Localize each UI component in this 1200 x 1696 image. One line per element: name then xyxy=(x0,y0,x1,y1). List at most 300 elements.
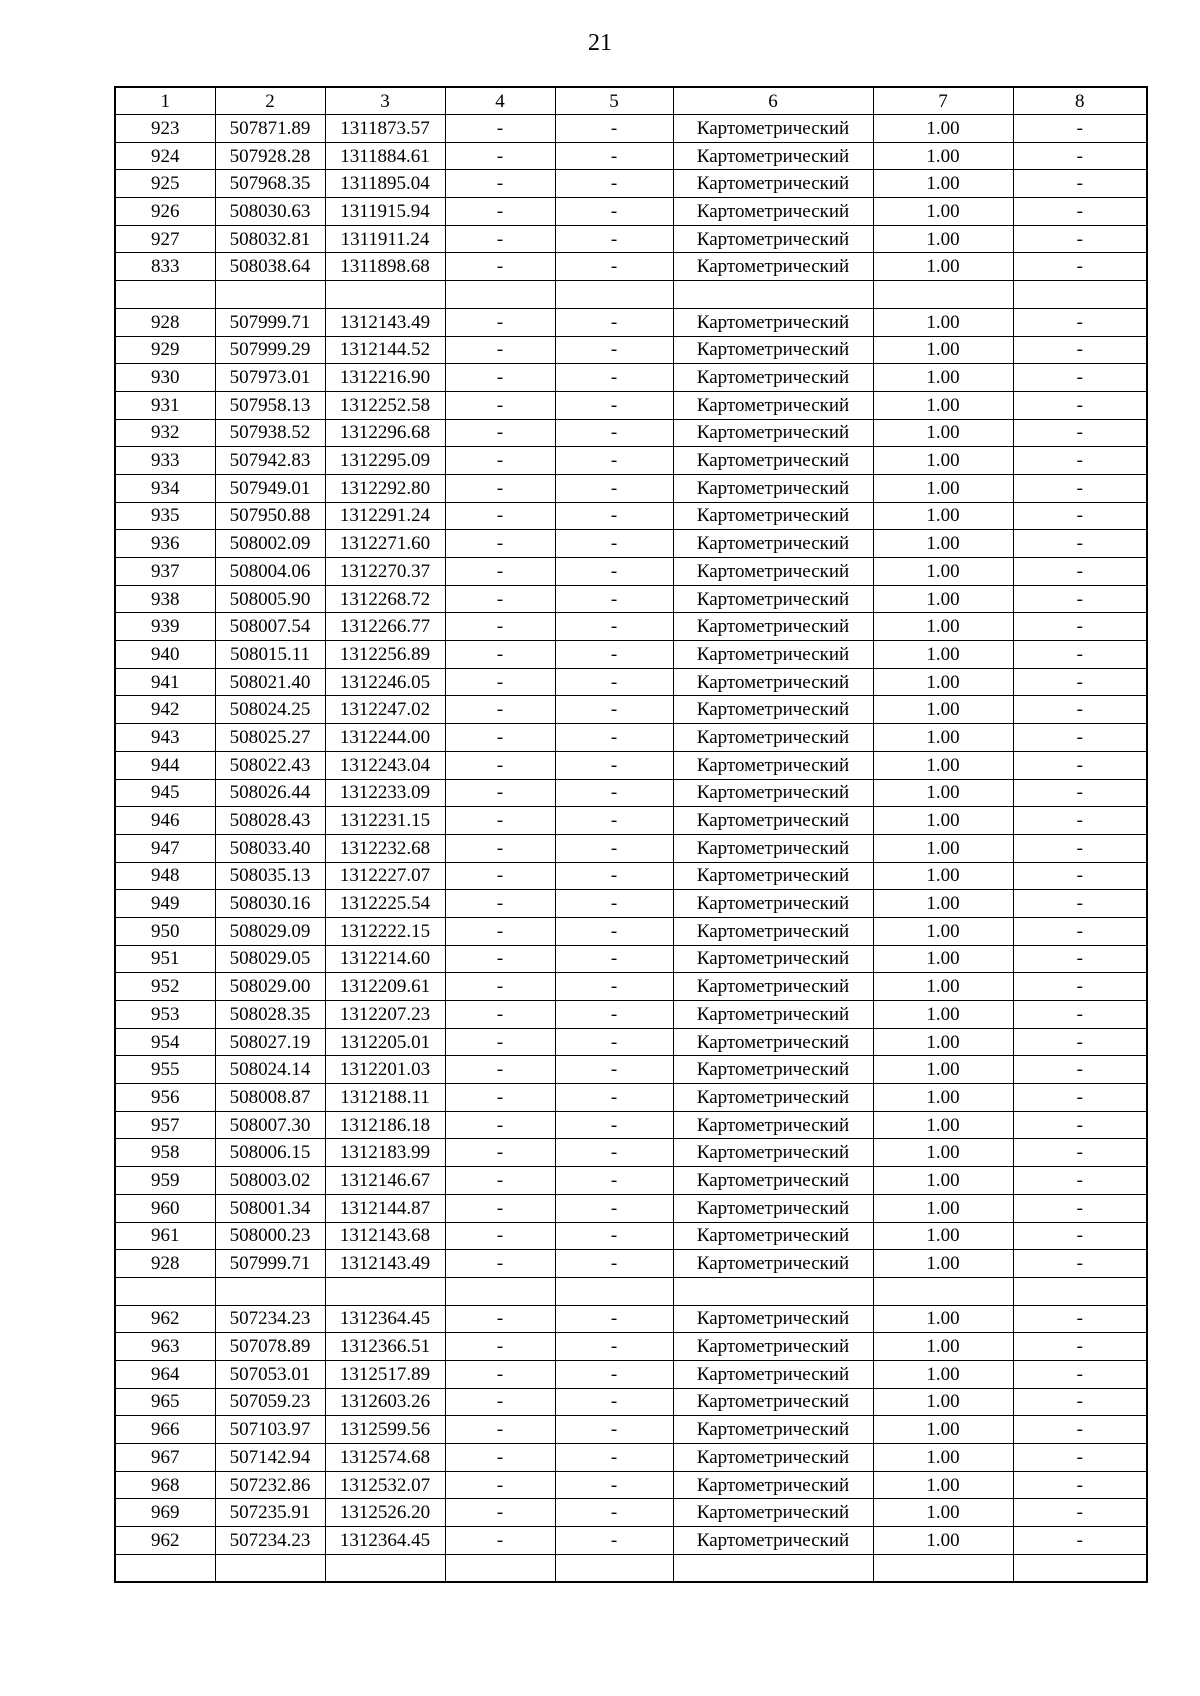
table-cell: 1312214.60 xyxy=(325,945,445,973)
table-row xyxy=(115,751,1147,779)
table-cell: Картометрический xyxy=(673,1360,873,1388)
table-cell: 507142.94 xyxy=(215,1444,325,1472)
table-cell xyxy=(445,281,555,309)
table-cell: 1312266.77 xyxy=(325,613,445,641)
table-cell: - xyxy=(555,198,673,226)
table-cell: - xyxy=(555,1305,673,1333)
table-cell: - xyxy=(445,1360,555,1388)
table-cell: 508015.11 xyxy=(215,641,325,669)
table-cell: 508000.23 xyxy=(215,1222,325,1250)
table-cell: Картометрический xyxy=(673,558,873,586)
table-cell: - xyxy=(445,474,555,502)
table-cell: - xyxy=(445,779,555,807)
table-cell: 507938.52 xyxy=(215,419,325,447)
table-cell: - xyxy=(1013,1444,1147,1472)
table-cell: 1311873.57 xyxy=(325,115,445,143)
table-cell: - xyxy=(445,1250,555,1278)
table-row xyxy=(115,1277,1147,1305)
table-cell: 507078.89 xyxy=(215,1333,325,1361)
table-cell: - xyxy=(555,751,673,779)
table-row xyxy=(115,170,1147,198)
table-cell xyxy=(115,1277,215,1305)
table-cell: - xyxy=(445,1111,555,1139)
table-row xyxy=(115,1471,1147,1499)
table-cell: 1.00 xyxy=(873,502,1013,530)
table-cell: 1312517.89 xyxy=(325,1360,445,1388)
table-row xyxy=(115,890,1147,918)
table-cell xyxy=(445,1277,555,1305)
table-cell: 508021.40 xyxy=(215,668,325,696)
table-row xyxy=(115,862,1147,890)
table-cell: 1312207.23 xyxy=(325,1001,445,1029)
table-cell: Картометрический xyxy=(673,142,873,170)
table-cell: - xyxy=(1013,198,1147,226)
table-cell: 1.00 xyxy=(873,1056,1013,1084)
table-cell: 935 xyxy=(115,502,215,530)
table-cell: - xyxy=(1013,807,1147,835)
table-row xyxy=(115,1222,1147,1250)
table-cell: - xyxy=(1013,1305,1147,1333)
table-cell: 949 xyxy=(115,890,215,918)
table-cell: 1311895.04 xyxy=(325,170,445,198)
table-cell: - xyxy=(1013,1056,1147,1084)
table-cell: Картометрический xyxy=(673,474,873,502)
table-cell: - xyxy=(445,115,555,143)
table-row xyxy=(115,364,1147,392)
table-cell: - xyxy=(445,807,555,835)
table-cell: - xyxy=(445,502,555,530)
table-cell: 1312183.99 xyxy=(325,1139,445,1167)
table-cell: - xyxy=(445,391,555,419)
table-cell: 508030.63 xyxy=(215,198,325,226)
table-cell: Картометрический xyxy=(673,779,873,807)
table-cell: 1312256.89 xyxy=(325,641,445,669)
table-cell: 1.00 xyxy=(873,1333,1013,1361)
table-cell: - xyxy=(555,724,673,752)
table-cell: 508032.81 xyxy=(215,225,325,253)
table-cell: - xyxy=(555,668,673,696)
table-cell: - xyxy=(445,1222,555,1250)
column-header: 7 xyxy=(873,87,1013,115)
table-cell: 941 xyxy=(115,668,215,696)
table-cell: - xyxy=(445,890,555,918)
table-cell: - xyxy=(1013,530,1147,558)
table-cell: - xyxy=(1013,558,1147,586)
table-cell: - xyxy=(445,1028,555,1056)
table-cell: - xyxy=(1013,1360,1147,1388)
table-cell: - xyxy=(1013,336,1147,364)
table-cell: - xyxy=(445,1471,555,1499)
table-cell: - xyxy=(555,1028,673,1056)
table-cell: - xyxy=(1013,1388,1147,1416)
table-cell: 508025.27 xyxy=(215,724,325,752)
table-cell: - xyxy=(1013,917,1147,945)
table-cell: 508004.06 xyxy=(215,558,325,586)
table-cell: - xyxy=(1013,447,1147,475)
table-cell: - xyxy=(445,668,555,696)
table-cell: Картометрический xyxy=(673,917,873,945)
table-cell xyxy=(555,281,673,309)
table-cell: 1312252.58 xyxy=(325,391,445,419)
table-cell: 953 xyxy=(115,1001,215,1029)
table-cell: - xyxy=(1013,834,1147,862)
table-cell: 1.00 xyxy=(873,1139,1013,1167)
table-cell: - xyxy=(555,1444,673,1472)
table-cell: 957 xyxy=(115,1111,215,1139)
table-row xyxy=(115,1360,1147,1388)
table-cell: 1312268.72 xyxy=(325,585,445,613)
table-cell: - xyxy=(445,724,555,752)
table-cell: 1312233.09 xyxy=(325,779,445,807)
table-cell: 950 xyxy=(115,917,215,945)
table-cell: 1312246.05 xyxy=(325,668,445,696)
table-cell xyxy=(1013,281,1147,309)
table-cell: 1.00 xyxy=(873,779,1013,807)
table-cell: 946 xyxy=(115,807,215,835)
table-cell: 928 xyxy=(115,1250,215,1278)
table-cell: - xyxy=(445,558,555,586)
table-cell: - xyxy=(555,1194,673,1222)
table-row xyxy=(115,1305,1147,1333)
table-cell: Картометрический xyxy=(673,613,873,641)
table-cell: - xyxy=(555,1111,673,1139)
table-cell: - xyxy=(555,1084,673,1112)
table-cell: 1312243.04 xyxy=(325,751,445,779)
table-row xyxy=(115,474,1147,502)
table-cell: Картометрический xyxy=(673,1499,873,1527)
table-cell: 1.00 xyxy=(873,391,1013,419)
table-row xyxy=(115,447,1147,475)
table-cell: 1312526.20 xyxy=(325,1499,445,1527)
table-row xyxy=(115,558,1147,586)
table-cell: 833 xyxy=(115,253,215,281)
table-cell: - xyxy=(1013,1028,1147,1056)
table-cell: - xyxy=(445,696,555,724)
table-cell: 507949.01 xyxy=(215,474,325,502)
table-cell: - xyxy=(1013,1084,1147,1112)
table-cell: - xyxy=(555,170,673,198)
table-cell: 508028.35 xyxy=(215,1001,325,1029)
table-cell: - xyxy=(445,253,555,281)
column-header: 2 xyxy=(215,87,325,115)
table-cell xyxy=(673,1277,873,1305)
table-cell: - xyxy=(445,945,555,973)
table-cell: Картометрический xyxy=(673,1056,873,1084)
table-cell: 933 xyxy=(115,447,215,475)
table-cell: 1312599.56 xyxy=(325,1416,445,1444)
table-row xyxy=(115,336,1147,364)
table-cell: - xyxy=(555,641,673,669)
table-cell: 943 xyxy=(115,724,215,752)
table-cell: 937 xyxy=(115,558,215,586)
table-cell: 508024.25 xyxy=(215,696,325,724)
table-cell: 948 xyxy=(115,862,215,890)
table-cell: - xyxy=(1013,225,1147,253)
table-cell: - xyxy=(1013,724,1147,752)
table-cell: 934 xyxy=(115,474,215,502)
table-cell: Картометрический xyxy=(673,807,873,835)
table-cell: 1312532.07 xyxy=(325,1471,445,1499)
table-cell: 1.00 xyxy=(873,917,1013,945)
table-cell: - xyxy=(555,474,673,502)
coordinates-table xyxy=(114,86,1148,1583)
table-cell: 923 xyxy=(115,115,215,143)
table-cell: 1312222.15 xyxy=(325,917,445,945)
table-cell: 1.00 xyxy=(873,751,1013,779)
table-cell: 927 xyxy=(115,225,215,253)
table-cell: - xyxy=(445,1084,555,1112)
table-cell: 925 xyxy=(115,170,215,198)
table-cell: Картометрический xyxy=(673,391,873,419)
table-cell: 1.00 xyxy=(873,253,1013,281)
table-row xyxy=(115,1194,1147,1222)
table-cell: 508026.44 xyxy=(215,779,325,807)
table-cell: - xyxy=(555,253,673,281)
table-cell: - xyxy=(555,1360,673,1388)
table-cell: 944 xyxy=(115,751,215,779)
table-cell: Картометрический xyxy=(673,1333,873,1361)
table-cell: 508028.43 xyxy=(215,807,325,835)
table-cell: - xyxy=(1013,1416,1147,1444)
table-cell: 1.00 xyxy=(873,724,1013,752)
table-cell: Картометрический xyxy=(673,336,873,364)
table-cell: 1312603.26 xyxy=(325,1388,445,1416)
table-cell: - xyxy=(445,530,555,558)
table-cell: - xyxy=(445,170,555,198)
table-cell: 508030.16 xyxy=(215,890,325,918)
table-cell: 508022.43 xyxy=(215,751,325,779)
column-header: 6 xyxy=(673,87,873,115)
table-cell: 968 xyxy=(115,1471,215,1499)
table-cell: 507235.91 xyxy=(215,1499,325,1527)
table-cell: 507942.83 xyxy=(215,447,325,475)
table-cell xyxy=(673,1554,873,1582)
table-cell: 508024.14 xyxy=(215,1056,325,1084)
table-cell: Картометрический xyxy=(673,862,873,890)
table-row xyxy=(115,115,1147,143)
table-cell: Картометрический xyxy=(673,419,873,447)
table-row xyxy=(115,945,1147,973)
table-cell xyxy=(873,281,1013,309)
column-header: 4 xyxy=(445,87,555,115)
table-row xyxy=(115,419,1147,447)
table-cell: - xyxy=(1013,364,1147,392)
table-cell: - xyxy=(555,807,673,835)
table-cell: 1312244.00 xyxy=(325,724,445,752)
table-row xyxy=(115,198,1147,226)
table-cell: - xyxy=(555,1001,673,1029)
table-cell: - xyxy=(445,917,555,945)
table-cell xyxy=(555,1277,673,1305)
table-cell: Картометрический xyxy=(673,668,873,696)
table-cell: 1312209.61 xyxy=(325,973,445,1001)
table-cell: 508008.87 xyxy=(215,1084,325,1112)
table-cell: 962 xyxy=(115,1305,215,1333)
table-cell: 940 xyxy=(115,641,215,669)
table-cell: - xyxy=(1013,945,1147,973)
table-cell: 1312231.15 xyxy=(325,807,445,835)
table-cell xyxy=(1013,1554,1147,1582)
table-cell: 1312271.60 xyxy=(325,530,445,558)
table-cell: 955 xyxy=(115,1056,215,1084)
table-cell: 1.00 xyxy=(873,1084,1013,1112)
table-cell: 1312364.45 xyxy=(325,1305,445,1333)
table-cell: - xyxy=(445,336,555,364)
table-cell: - xyxy=(555,1499,673,1527)
table-cell: 928 xyxy=(115,308,215,336)
table-row xyxy=(115,807,1147,835)
table-cell: 1.00 xyxy=(873,1388,1013,1416)
column-header: 3 xyxy=(325,87,445,115)
table-cell: - xyxy=(1013,751,1147,779)
table-cell: 508035.13 xyxy=(215,862,325,890)
table-row xyxy=(115,1111,1147,1139)
table-cell: 1.00 xyxy=(873,1001,1013,1029)
table-cell xyxy=(115,281,215,309)
table-cell: - xyxy=(1013,1250,1147,1278)
table-cell: 508005.90 xyxy=(215,585,325,613)
table-cell: Картометрический xyxy=(673,890,873,918)
table-cell: - xyxy=(1013,1111,1147,1139)
table-cell: Картометрический xyxy=(673,834,873,862)
table-cell: - xyxy=(555,1416,673,1444)
table-cell: - xyxy=(445,308,555,336)
table-cell: - xyxy=(1013,668,1147,696)
table-cell: 945 xyxy=(115,779,215,807)
table-cell: 1312186.18 xyxy=(325,1111,445,1139)
table-cell: 1.00 xyxy=(873,336,1013,364)
table-cell: Картометрический xyxy=(673,1388,873,1416)
table-cell: - xyxy=(555,917,673,945)
table-cell: 508007.30 xyxy=(215,1111,325,1139)
table-cell: - xyxy=(445,973,555,1001)
table-cell: 1.00 xyxy=(873,945,1013,973)
table-cell: 508007.54 xyxy=(215,613,325,641)
table-cell: - xyxy=(445,1416,555,1444)
table-cell: 947 xyxy=(115,834,215,862)
table-cell: Картометрический xyxy=(673,724,873,752)
table-cell: Картометрический xyxy=(673,641,873,669)
column-header: 5 xyxy=(555,87,673,115)
table-cell: Картометрический xyxy=(673,1305,873,1333)
table-row xyxy=(115,530,1147,558)
table-cell: 507999.29 xyxy=(215,336,325,364)
table-cell: 508029.09 xyxy=(215,917,325,945)
table-cell: - xyxy=(555,1250,673,1278)
page-number: 21 xyxy=(588,30,612,56)
table-cell: - xyxy=(555,1527,673,1555)
table-cell: - xyxy=(1013,1167,1147,1195)
table-cell: - xyxy=(445,364,555,392)
table-cell: Картометрический xyxy=(673,1471,873,1499)
table-cell: 1.00 xyxy=(873,142,1013,170)
table-cell xyxy=(325,281,445,309)
table-cell: - xyxy=(445,142,555,170)
table-cell: - xyxy=(1013,253,1147,281)
table-cell: 1.00 xyxy=(873,115,1013,143)
table-cell: - xyxy=(445,1167,555,1195)
table-cell: 958 xyxy=(115,1139,215,1167)
table-cell: 936 xyxy=(115,530,215,558)
table-cell: - xyxy=(1013,502,1147,530)
table-row xyxy=(115,391,1147,419)
table-cell: - xyxy=(1013,973,1147,1001)
table-cell: Картометрический xyxy=(673,1111,873,1139)
table-cell: Картометрический xyxy=(673,308,873,336)
table-row xyxy=(115,253,1147,281)
table-cell: 1312143.68 xyxy=(325,1222,445,1250)
table-cell: 1.00 xyxy=(873,1444,1013,1472)
table-cell: 951 xyxy=(115,945,215,973)
table-cell: - xyxy=(1013,1333,1147,1361)
table-cell xyxy=(555,1554,673,1582)
table-cell: 1312144.87 xyxy=(325,1194,445,1222)
table-cell: 508027.19 xyxy=(215,1028,325,1056)
table-row xyxy=(115,308,1147,336)
table-cell: - xyxy=(1013,308,1147,336)
table-cell: 1312201.03 xyxy=(325,1056,445,1084)
table-cell: - xyxy=(445,1388,555,1416)
table-cell: 1.00 xyxy=(873,419,1013,447)
table-cell: - xyxy=(445,1001,555,1029)
table-cell: - xyxy=(1013,1222,1147,1250)
table-cell: 1312143.49 xyxy=(325,1250,445,1278)
table-cell: 962 xyxy=(115,1527,215,1555)
table-cell: 1.00 xyxy=(873,364,1013,392)
table-cell: - xyxy=(445,1194,555,1222)
table-row xyxy=(115,1084,1147,1112)
table-cell: - xyxy=(555,391,673,419)
table-cell: 1312296.68 xyxy=(325,419,445,447)
table-cell: 508002.09 xyxy=(215,530,325,558)
table-cell: 1312205.01 xyxy=(325,1028,445,1056)
table-cell: 507928.28 xyxy=(215,142,325,170)
table-cell: 508029.05 xyxy=(215,945,325,973)
table-cell: Картометрический xyxy=(673,364,873,392)
table-cell: - xyxy=(445,1499,555,1527)
table-cell: - xyxy=(445,1305,555,1333)
table-cell: 1.00 xyxy=(873,668,1013,696)
table-cell: 942 xyxy=(115,696,215,724)
table-row xyxy=(115,613,1147,641)
table-cell: 1.00 xyxy=(873,834,1013,862)
table-cell: 1312574.68 xyxy=(325,1444,445,1472)
table-cell: 1312292.80 xyxy=(325,474,445,502)
table-cell: - xyxy=(1013,890,1147,918)
table-cell: 1.00 xyxy=(873,1250,1013,1278)
table-cell: - xyxy=(1013,391,1147,419)
table-row xyxy=(115,779,1147,807)
table-cell: 967 xyxy=(115,1444,215,1472)
table-cell: - xyxy=(555,530,673,558)
table-cell: 508029.00 xyxy=(215,973,325,1001)
table-cell xyxy=(325,1277,445,1305)
table-cell: 1.00 xyxy=(873,585,1013,613)
table-cell: Картометрический xyxy=(673,1139,873,1167)
table-cell: - xyxy=(555,1388,673,1416)
table-cell: 1312247.02 xyxy=(325,696,445,724)
table-cell: 1.00 xyxy=(873,641,1013,669)
table-header-row xyxy=(115,87,1147,115)
table-cell: 1.00 xyxy=(873,1167,1013,1195)
table-row xyxy=(115,1139,1147,1167)
table-cell: 508003.02 xyxy=(215,1167,325,1195)
table-cell: 507871.89 xyxy=(215,115,325,143)
table-cell: - xyxy=(555,364,673,392)
table-cell: Картометрический xyxy=(673,1222,873,1250)
table-cell: 1312146.67 xyxy=(325,1167,445,1195)
table-cell: Картометрический xyxy=(673,1194,873,1222)
